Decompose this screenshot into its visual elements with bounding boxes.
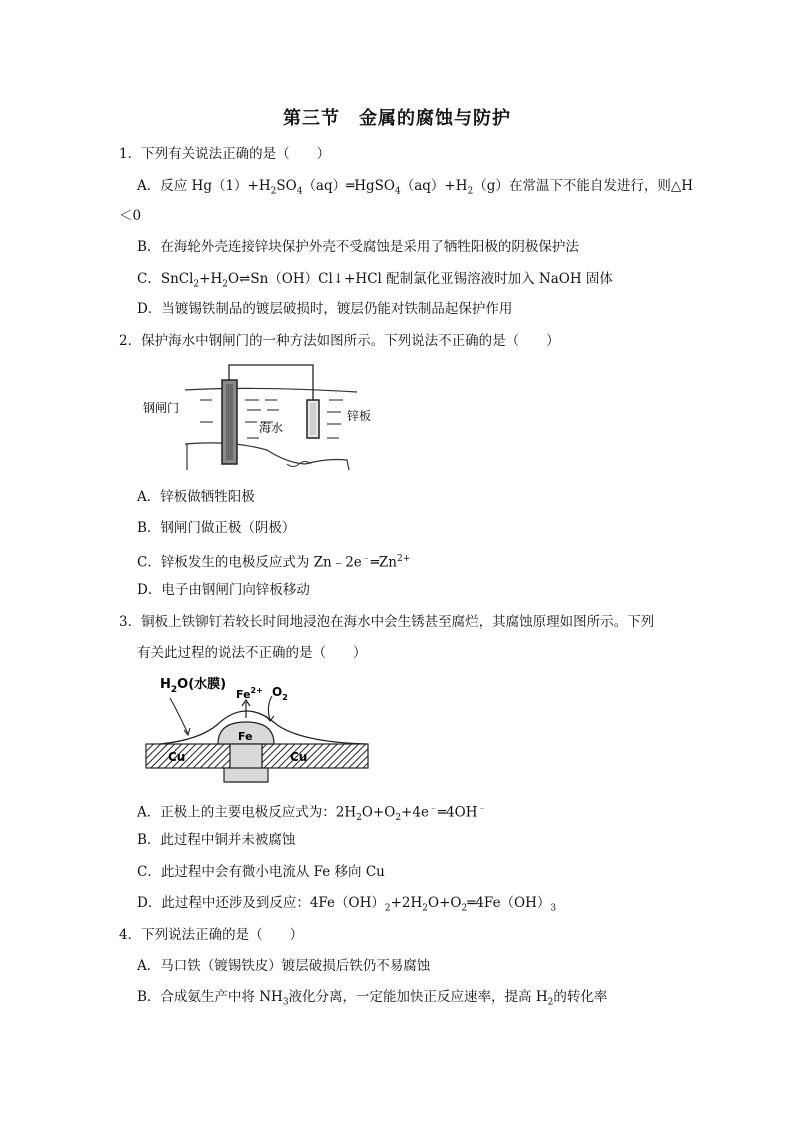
steel-gate-figure xyxy=(137,360,377,475)
fig-label-water-film: $H_2O$(水膜) xyxy=(160,677,227,695)
q3-stem-line1: 3．铜板上铁铆钉若较长时间地浸泡在海水中会生锈甚至腐烂，其腐蚀原理如图所示。下列 xyxy=(119,614,655,630)
q1-option-b: B．在海轮外壳连接锌块保护外壳不受腐蚀是采用了牺牲阳极的阴极保护法 xyxy=(137,239,579,255)
q4-stem: 4．下列说法正确的是（ ） xyxy=(119,927,304,943)
q2-option-c: C．锌板发生的电极反应式为 $Zn﹣2e^﹣═Zn^{2+}$ xyxy=(137,554,411,571)
q1-option-d: D．当镀锡铁制品的镀层破损时，镀层仍能对铁制品起保护作用 xyxy=(137,301,513,317)
q4-option-a: A．马口铁（镀锡铁皮）镀层破损后铁仍不易腐蚀 xyxy=(137,958,431,974)
fig-label-zinc-plate: 锌板 xyxy=(347,409,372,423)
q3-option-d: D．此过程中还涉及到反应：$4Fe(OH)_2+2H_2O+O_2═4Fe(OH)_3$ xyxy=(137,895,557,914)
q2-option-b: B．钢闸门做正极（阴极） xyxy=(137,520,296,536)
q2-stem: 2．保护海水中钢闸门的一种方法如图所示。下列说法不正确的是（ ） xyxy=(119,333,560,349)
q1-option-a-cont: ＜0 xyxy=(119,208,142,224)
fig-label-fe: Fe xyxy=(238,730,253,743)
q3-option-b: B．此过程中铜并未被腐蚀 xyxy=(137,832,296,848)
q1-option-c: C．$SnCl_2+H_2O\rightleftharpoons Sn(OH)Cl↓+HCl$ 配制氯化亚锡溶液时加入 NaOH 固体 xyxy=(137,271,613,290)
q3-option-c: C．此过程中会有微小电流从 Fe 移向 Cu xyxy=(137,864,385,880)
page-title: 第三节 金属的腐蚀与防护 xyxy=(283,108,511,129)
q1-option-a: A．反应 $Hg(1)+H_2SO_4(aq)═HgSO_4(aq)+H_2(g)$在常温下不能自发进行，则△H xyxy=(137,178,694,197)
q3-stem-line2: 有关此过程的说法不正确的是（ ） xyxy=(137,645,367,661)
fig-label-cu-right: Cu xyxy=(290,750,308,764)
fig-label-cu-left: Cu xyxy=(168,750,186,764)
fig-label-seawater: 海水 xyxy=(259,421,284,435)
q3-option-a: A．正极上的主要电极反应式为：$2H_2O+O_2+4e^﹣═4OH^﹣$ xyxy=(137,804,487,824)
q2-option-a: A．锌板做牺牲阳极 xyxy=(137,489,255,505)
q2-option-d: D．电子由钢闸门向锌板移动 xyxy=(137,582,310,598)
q4-option-b: B．合成氨生产中将 $NH_3$液化分离，一定能加快正反应速率，提高 $H_2$的转化率 xyxy=(137,989,608,1008)
fig-label-steel-gate: 钢闸门 xyxy=(143,401,180,415)
q1-stem: 1．下列有关说法正确的是（ ） xyxy=(119,146,331,162)
fig-label-o2: $O_2$ xyxy=(272,685,288,702)
fig-label-fe2-ion: $Fe^{2+}$ xyxy=(236,686,263,701)
rivet-corrosion-figure xyxy=(140,672,380,792)
